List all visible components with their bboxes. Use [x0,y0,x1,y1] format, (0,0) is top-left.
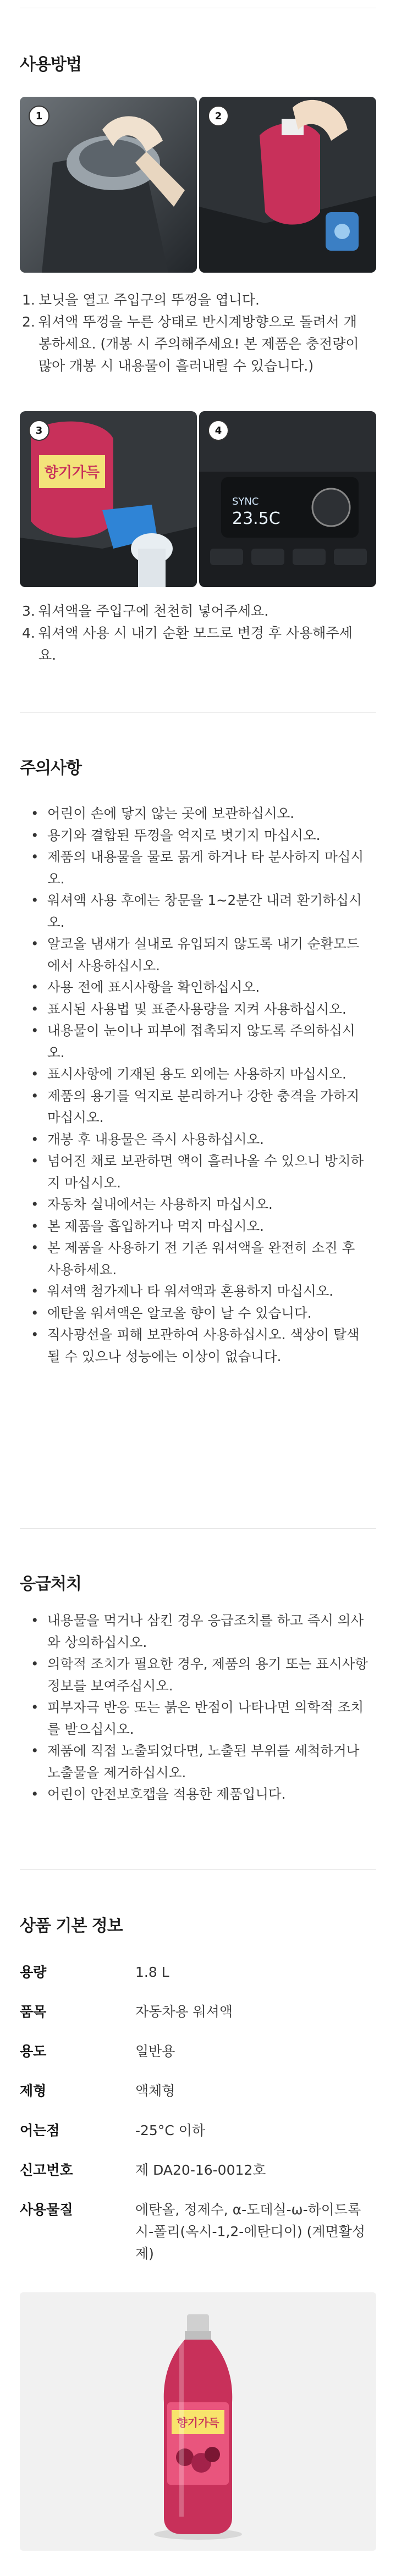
first-aid-item: • 의학적 조치가 필요한 경우, 제품의 용기 또는 표시사항 정보를 보여주십시오. [31,1653,372,1696]
caution-item: • 어린이 손에 닿지 않는 곳에 보관하십시오. [31,803,372,825]
section-divider [20,712,376,713]
product-image-panel [20,2292,376,2551]
caution-item: • 워셔액 사용 후에는 창문을 1~2분간 내려 환기하십시오. [31,889,372,933]
section-divider [20,1869,376,1870]
usage-step: 3. 워셔액을 주입구에 천천히 넣어주세요. [22,603,269,619]
usage-photo-2 [199,97,376,273]
svg-text:23.5C: 23.5C [232,509,280,528]
info-key: 용도 [20,2043,47,2059]
product-info-title: 상품 기본 정보 [20,1916,123,1936]
info-key: 신고번호 [20,2162,73,2178]
caution-item: • 본 제품을 흡입하거나 먹지 마십시오. [31,1215,372,1237]
first-aid-item: • 제품에 직접 노출되었다면, 노출된 부위를 세척하거나 노출물을 제거하십시오. [31,1740,372,1783]
step-badge-1: 1 [29,106,50,126]
usage-photo-1 [20,97,197,273]
usage-photo-3 [20,411,197,587]
first-aid-item: • 피부자극 반응 또는 붉은 반점이 나타나면 의학적 조치를 받으십시오. [31,1696,372,1740]
info-key: 제형 [20,2083,47,2099]
caution-item: • 자동차 실내에서는 사용하지 마십시오. [31,1193,372,1215]
usage-photo-4 [199,411,376,587]
usage-step: 1. 보닛을 열고 주입구의 뚜껑을 엽니다. [22,292,260,308]
first-aid-list [31,1610,372,1805]
first-aid-title: 응급처치 [20,1574,81,1594]
first-aid-item: • 어린이 안전보호캡을 적용한 제품입니다. [31,1783,372,1805]
caution-item: • 워셔액 첨가제나 타 워셔액과 혼용하지 마십시오. [31,1280,372,1302]
caution-item: • 개봉 후 내용물은 즉시 사용하십시오. [31,1129,372,1151]
washer-fluid-bottle-image-icon [20,2292,376,2551]
caution-item: • 알코올 냄새가 실내로 유입되지 않도록 내기 순환모드에서 사용하십시오. [31,933,372,976]
info-value: 액체형 [135,2083,175,2099]
caution-item: • 제품의 용기를 억지로 분리하거나 강한 충격을 가하지 마십시오. [31,1085,372,1129]
photo-3-label: 향기가득 [44,465,100,481]
step-badge-2: 2 [208,106,229,126]
info-value: 일반용 [135,2043,175,2059]
caution-title: 주의사항 [20,759,81,778]
info-value: 제 DA20-16-0012호 [135,2162,266,2178]
caution-item: • 직사광선을 피해 보관하여 사용하십시오. 색상이 탈색될 수 있으나 성능에는 이상이 없습니다. [31,1324,372,1367]
caution-item: • 사용 전에 표시사항을 확인하십시오. [31,976,372,998]
info-value: 자동차용 워셔액 [135,2004,233,2020]
caution-item: • 내용물이 눈이나 피부에 접촉되지 않도록 주의하십시오. [31,1020,372,1063]
first-aid-item: • 내용물을 먹거나 삼킨 경우 응급조치를 하고 즉시 의사와 상의하십시오. [31,1610,372,1653]
svg-text:SYNC: SYNC [232,496,259,507]
caution-item: • 넘어진 채로 보관하면 액이 흘러나올 수 있으니 방치하지 마십시오. [31,1150,372,1193]
usage-step: 4. 워셔액 사용 시 내기 순환 모드로 변경 후 사용해주세요. [22,625,353,663]
caution-item: • 용기와 결합된 뚜껑을 억지로 벗기지 마십시오. [31,825,372,847]
usage-steps-list-b [22,600,367,666]
usage-title: 사용방법 [20,55,81,74]
caution-list [31,803,372,1367]
info-key: 어는점 [20,2122,60,2138]
info-key: 사용물질 [20,2202,73,2218]
caution-item: • 본 제품을 사용하기 전 기존 워셔액을 완전히 소진 후 사용하세요. [31,1237,372,1280]
product-image-label: 향기가득 [177,2416,219,2429]
step-badge-3: 3 [29,420,50,441]
caution-item: • 에탄올 워셔액은 알코올 향이 날 수 있습니다. [31,1302,372,1324]
caution-item: • 제품의 내용물을 물로 묽게 하거나 타 분사하지 마십시오. [31,846,372,889]
info-value: 1.8 L [135,1964,169,1980]
usage-steps-list-a [22,289,367,377]
info-value: -25°C 이하 [135,2122,206,2138]
usage-step: 2. 워셔액 뚜껑을 누른 상태로 반시계방향으로 돌려서 개봉하세요. (개봉 시 주의해주세요! 본 제품은 충전량이 많아 개봉 시 내용물이 흘러내릴 수 있습니다.) [22,314,359,374]
caution-item: • 표시된 사용법 및 표준사용량을 지켜 사용하십시오. [31,998,372,1020]
info-key: 품목 [20,2004,47,2020]
info-key: 용량 [20,1964,47,1980]
caution-item: • 표시사항에 기재된 용도 외에는 사용하지 마십시오. [31,1063,372,1085]
step-badge-4: 4 [208,420,229,441]
section-divider [20,1528,376,1529]
info-value: 에탄올, 정제수, α-도데실-ω-하이드록시-폴리(옥시-1,2-에탄디이) (계면활성제) [135,2202,365,2262]
